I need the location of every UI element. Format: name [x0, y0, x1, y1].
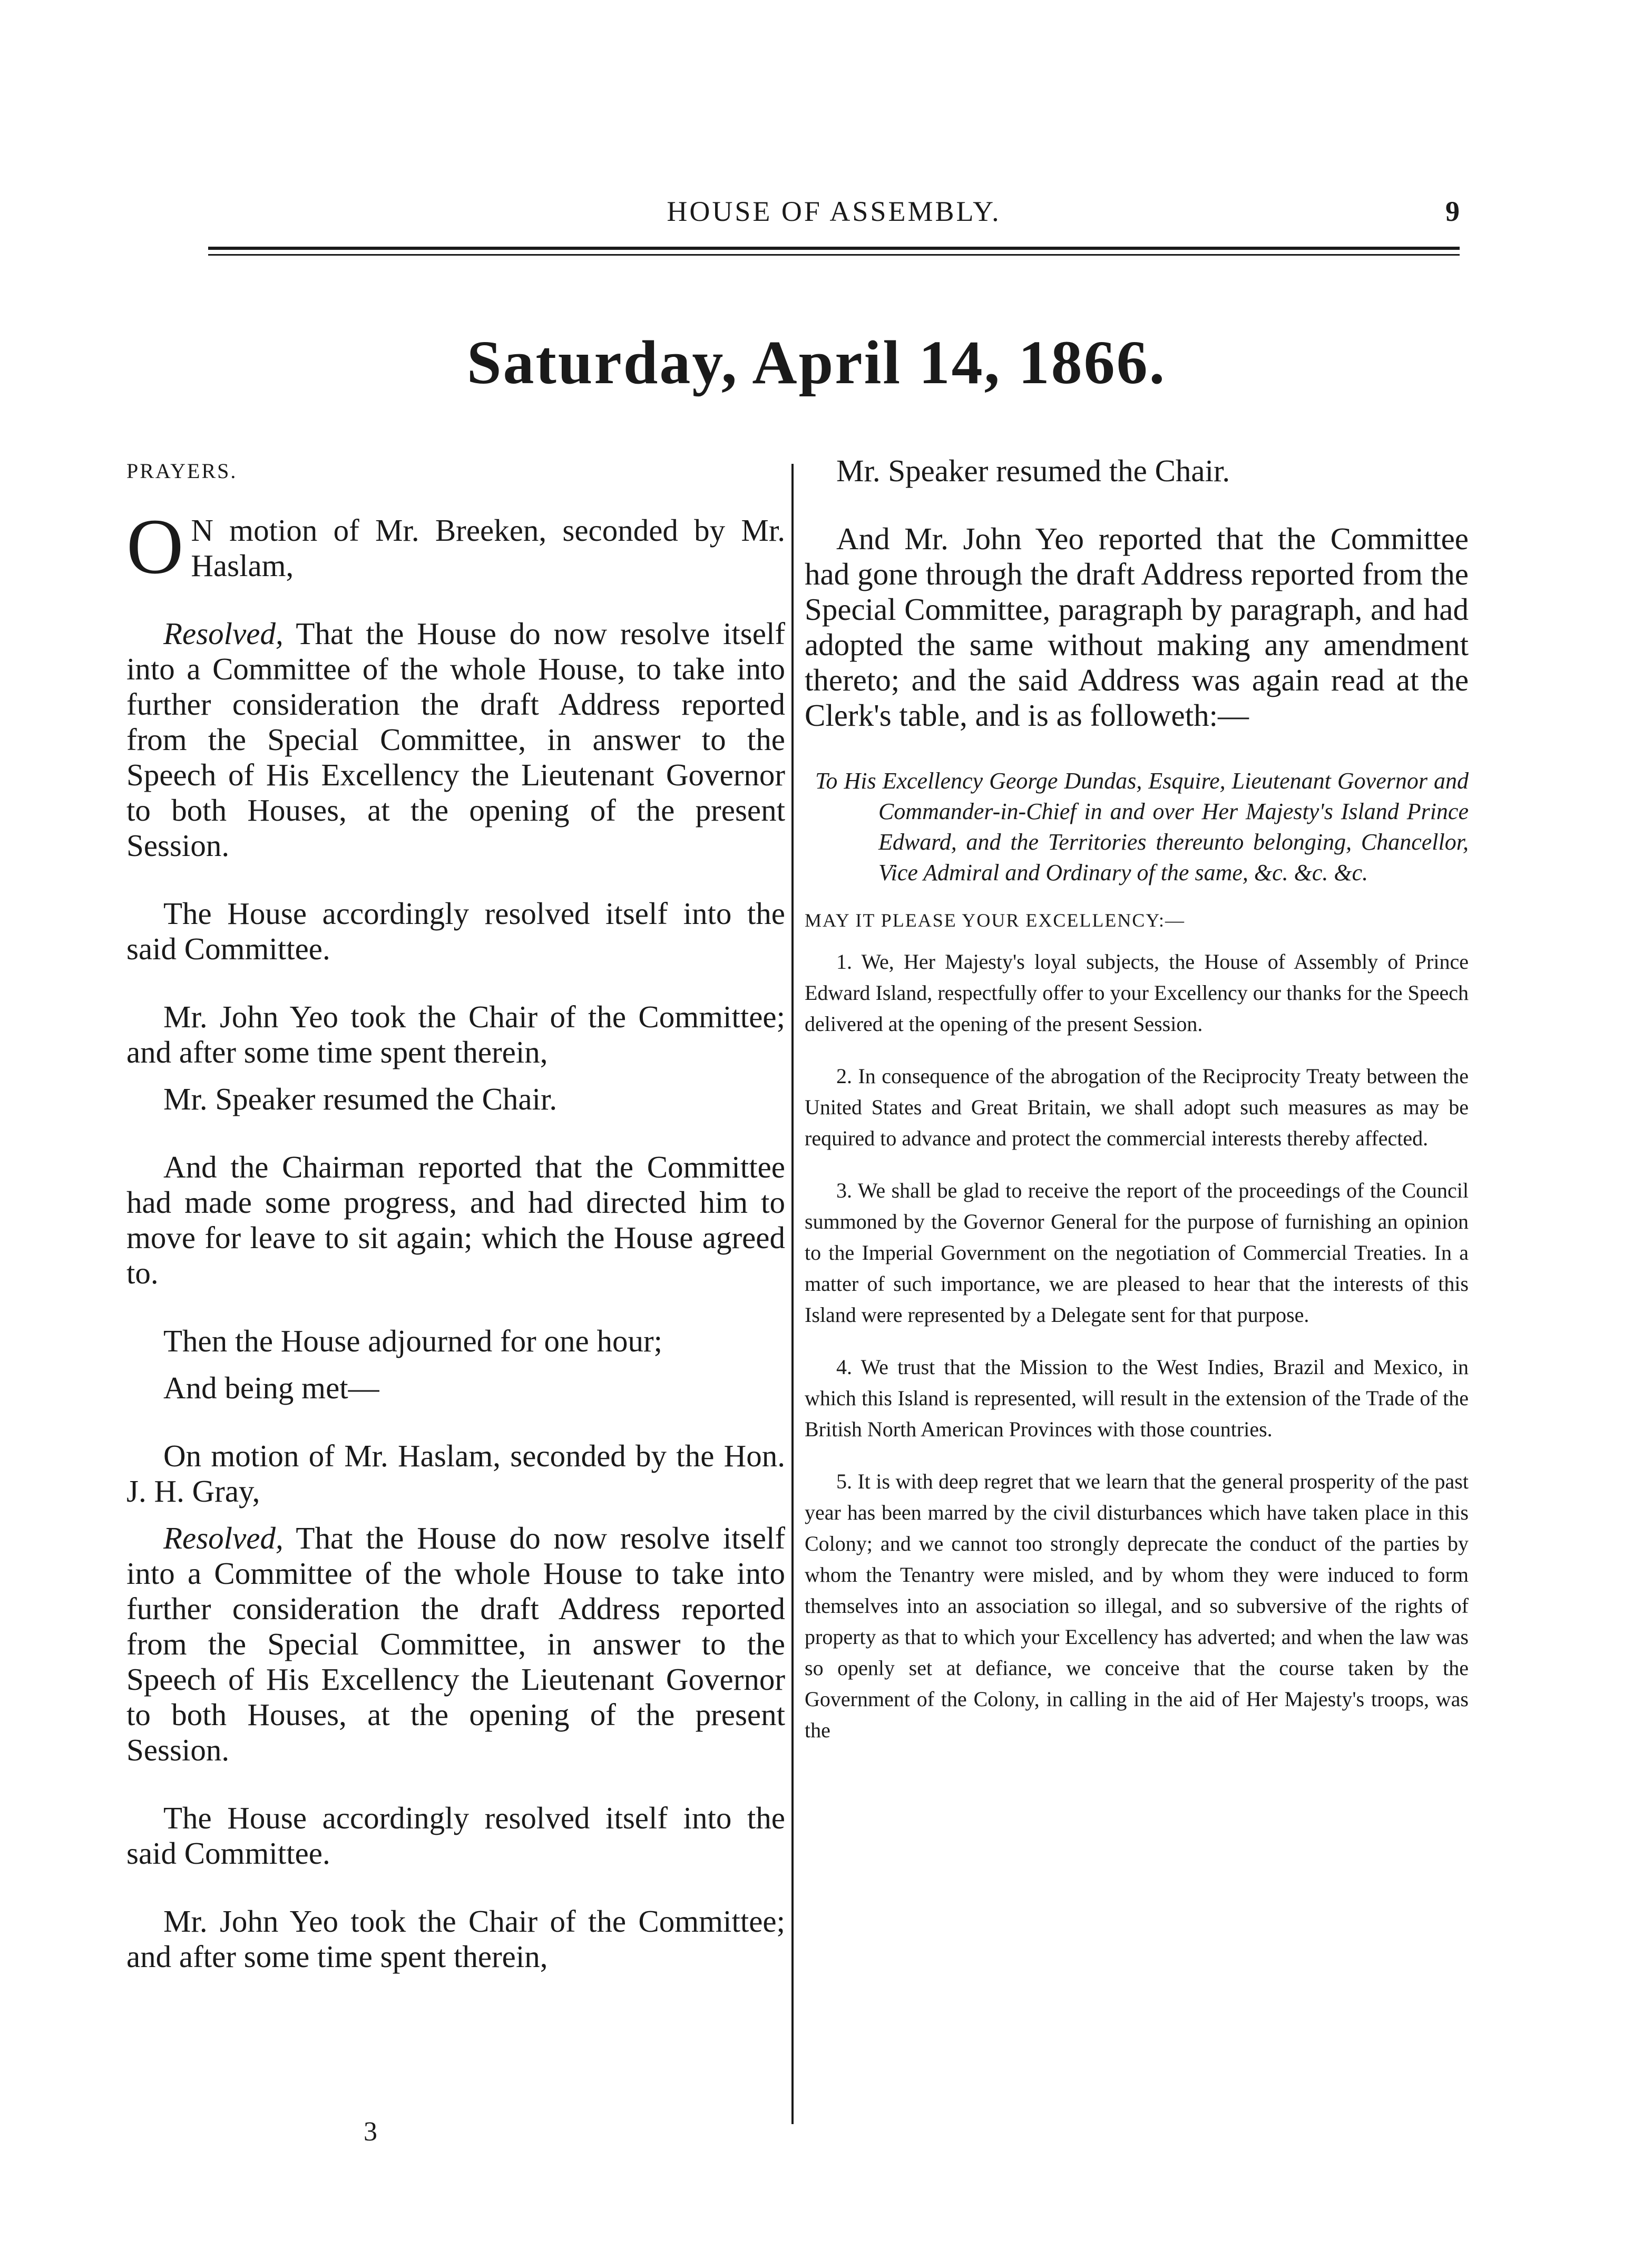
address-paragraph-1: 1. We, Her Majesty's loyal subjects, the House of Assembly of Prince Edward Island, respectfully offer to your Excellency our thanks for the Speech delivered at the opening of the present Session.	[805, 950, 1469, 1036]
paragraph-resolved-2: Resolved, That the House do now resolve itself into a Committee of the whole House to take into further consideration the draft Address reported from the Special Committee, in answer to the Speech of His Excellency the Lieutenant Governor to both Houses, at the opening of the present Session.	[126, 1521, 785, 1767]
drop-cap: O	[126, 503, 184, 590]
paragraph-chairman-reported: And the Chairman reported that the Committee had made some progress, and had directed him to move for leave to sit again; which the House agreed to.	[126, 1150, 785, 1290]
paragraph-chair-1: Mr. John Yeo took the Chair of the Committee; and after some time spent therein,	[126, 999, 785, 1069]
column-divider	[791, 464, 794, 2124]
signature-mark: 3	[364, 2117, 377, 2147]
date-heading: Saturday, April 14, 1866.	[466, 328, 1167, 397]
page-number: 9	[1445, 196, 1460, 227]
paragraph-speaker-resumed-2: Mr. Speaker resumed the Chair.	[836, 453, 1230, 488]
paragraph-resolved-committee-2: The House accordingly resolved itself into the said Committee.	[126, 1800, 785, 1871]
paragraph-yeo-reported: And Mr. John Yeo reported that the Committee had gone through the draft Address reported from the Special Committee, paragraph by paragraph, and had adopted the same without making any amendment thereto; and the said Address was again read at the Clerk's table, and is as followeth:—	[805, 521, 1469, 733]
paragraph-being-met: And being met—	[163, 1370, 379, 1405]
right-column	[805, 453, 1469, 1767]
address-paragraph-5: 5. It is with deep regret that we learn that the general prosperity of the past year has been marred by the civil disturbances which have taken place in this Colony; and we cannot too strongly deprecate the conduct of the parties by whom the Tenantry were misled, and by whom they were induced to form themselves into an association so illegal, and so subversive of the rights of property as that to which your Excellency has adverted; and when the law was so openly set at defiance, we conceive that the course taken by the Government of the Colony, in calling in the aid of Her Majesty's troops, was the	[805, 1469, 1469, 1742]
paragraph-chair-2: Mr. John Yeo took the Chair of the Committee; and after some time spent therein,	[126, 1904, 785, 1974]
address-paragraph-4: 4. We trust that the Mission to the West Indies, Brazil and Mexico, in which this Island is represented, will result in the extension of the Trade of the British North American Provinces with those countries.	[805, 1355, 1469, 1441]
header-rule-thin	[208, 254, 1460, 256]
page-header	[208, 195, 1460, 232]
salutation: MAY IT PLEASE YOUR EXCELLENCY:—	[805, 910, 1186, 931]
address-paragraph-3: 3. We shall be glad to receive the report of the proceedings of the Council summoned by the Governor General for the purpose of furnishing an opinion to the Imperial Government on the negotiation of Commercial Treaties. In a matter of such importance, we are pleased to hear that the interests of this Island were represented by a Delegate sent for that purpose.	[805, 1179, 1469, 1327]
paragraph-motion-1: O N motion of Mr. Breeken, seconded by Mr. Haslam,	[126, 503, 785, 590]
running-title: HOUSE OF ASSEMBLY.	[667, 196, 1001, 227]
paragraph-speaker-resumed-1: Mr. Speaker resumed the Chair.	[163, 1082, 558, 1116]
left-column	[126, 453, 785, 1986]
address-paragraph-2: 2. In consequence of the abrogation of the Reciprocity Treaty between the United States and Great Britain, we shall adopt such measures as may be required to advance and protect the commercial interests thereby affected.	[805, 1064, 1469, 1150]
paragraph-resolved-1: Resolved, That the House do now resolve itself into a Committee of the whole House, to take into further consideration the draft Address reported from the Special Committee, in answer to the Speech of His Excellency the Lieutenant Governor to both Houses, at the opening of the present Session.	[126, 616, 785, 863]
paragraph-resolved-committee-1: The House accordingly resolved itself into the said Committee.	[126, 896, 785, 966]
section-label-prayers: PRAYERS.	[126, 459, 238, 483]
address-recipient: To His Excellency George Dundas, Esquire, Lieutenant Governor and Commander-in-Chief in and over Her Majesty's Island Prince Edward, and the Territories thereunto belonging, Chancellor, Vice Admiral and Ordinary of the same, &c. &c. &c.	[815, 768, 1469, 885]
header-rule-thick	[208, 247, 1460, 250]
paragraph-motion-2: On motion of Mr. Haslam, seconded by the Hon. J. H. Gray,	[126, 1438, 785, 1508]
paragraph-adjourned: Then the House adjourned for one hour;	[163, 1323, 662, 1358]
